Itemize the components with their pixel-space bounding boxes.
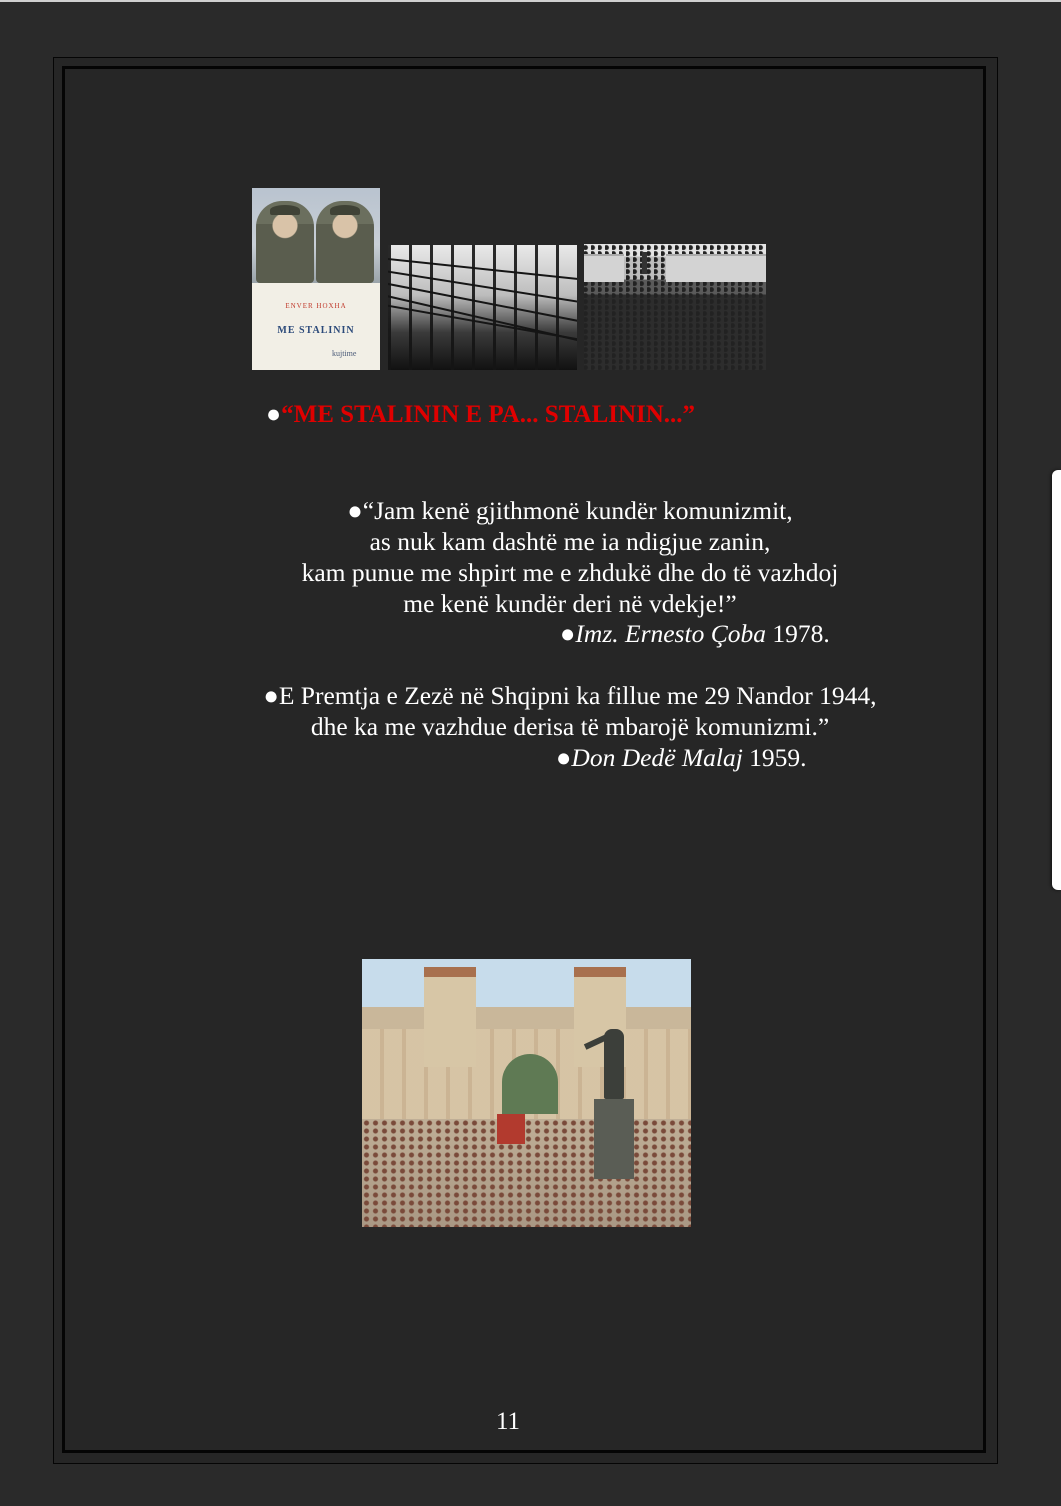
page-number: 11 xyxy=(495,1408,521,1435)
building-right xyxy=(666,254,766,282)
attribution-year: 1978. xyxy=(765,619,830,648)
heading-bullet: ● xyxy=(266,401,282,428)
quote-line: me kenë kundër deri në vdekje!” xyxy=(403,589,737,618)
city-square-monument-photo xyxy=(362,959,691,1227)
quote-line: dhe ka me vazhdue derisa të mbarojë komunizmi.” xyxy=(310,712,830,741)
cover-portrait-photo xyxy=(252,188,380,283)
red-bus xyxy=(497,1114,525,1144)
cover-title: ME STALININ xyxy=(277,325,355,336)
book-cover-image xyxy=(252,188,380,370)
attribution-year: 1959. xyxy=(742,743,807,772)
quote-coba xyxy=(200,495,940,619)
scrollbar-handle[interactable] xyxy=(1052,470,1061,890)
barbed-wire-photo xyxy=(388,245,577,370)
attribution-name: Imz. Ernesto Çoba xyxy=(575,619,766,648)
cover-subtitle: kujtime xyxy=(332,349,357,358)
portrait-figure-right xyxy=(316,201,374,283)
quote-line: ●E Premtja e Zezë në Shqipni ka fillue me 29 Nandor 1944, xyxy=(263,681,877,710)
cover-author: ENVER HOXHA xyxy=(285,302,347,310)
statue-monument xyxy=(594,1029,634,1179)
heading-text: “ME STALININ E PA... STALININ...” xyxy=(281,401,696,428)
quote-line: as nuk kam dashtë me ia ndigjue zanin, xyxy=(369,527,771,556)
quote-attribution-coba xyxy=(560,619,830,649)
tower-left xyxy=(424,967,476,1067)
central-arch xyxy=(502,1054,558,1114)
attribution-bullet: ● xyxy=(556,743,572,772)
section-heading xyxy=(266,401,766,429)
building-left xyxy=(584,254,624,282)
attribution-bullet: ● xyxy=(560,619,576,648)
statue-silhouette xyxy=(642,252,647,274)
window-top-edge xyxy=(0,0,1061,2)
quote-attribution-malaj xyxy=(556,743,807,773)
quote-malaj xyxy=(200,680,940,742)
square-crowd xyxy=(362,1119,691,1227)
quote-line: ●“Jam kenë gjithmonë kundër komunizmit, xyxy=(347,496,793,525)
portrait-figure-left xyxy=(256,201,314,283)
quote-line: kam punue me shpirt me e zhdukë dhe do të vazhdoj xyxy=(301,558,839,587)
crowd-square-photo xyxy=(584,244,766,370)
attribution-name: Don Dedë Malaj xyxy=(571,743,743,772)
